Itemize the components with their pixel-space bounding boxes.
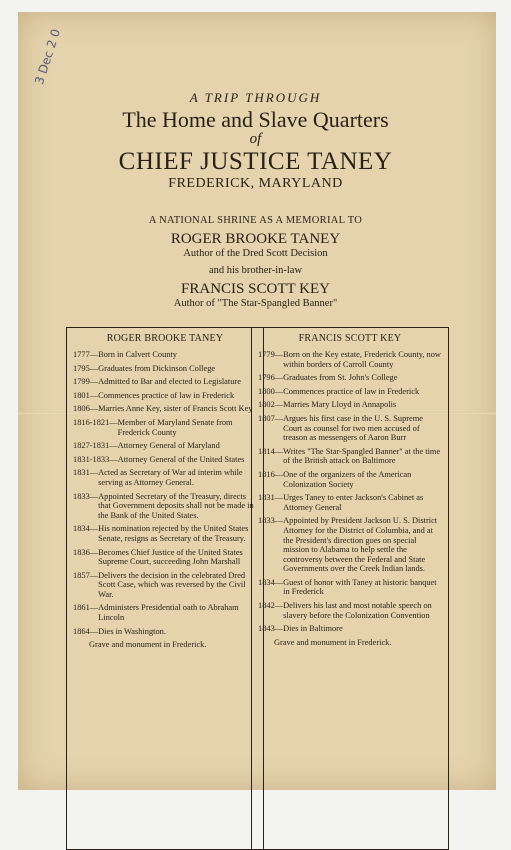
- entry-year: 1816-1821—: [73, 417, 118, 427]
- timeline-entry: [73, 391, 257, 401]
- timeline-entry: [73, 404, 257, 414]
- entry-text: Marries Mary Lloyd in Annapolis: [283, 400, 397, 410]
- entry-text: Marries Anne Key, sister of Francis Scott Key: [98, 404, 253, 414]
- timeline-entry: [258, 350, 442, 369]
- timeline-entry: [73, 627, 257, 637]
- timeline-entry: [258, 470, 442, 489]
- taney-timeline: [73, 350, 257, 636]
- entry-text: Attorney General of Maryland: [117, 441, 220, 451]
- entry-text: Appointed Secretary of the Treasury, directs that Government deposits shall not be made in the Bank of the United States.: [98, 491, 254, 520]
- key-timeline-box: [251, 327, 449, 850]
- entry-year: 1802—: [258, 400, 284, 410]
- entry-text: Writes "The Star-Spangled Banner" at the time of the British attack on Baltimore: [283, 446, 441, 466]
- entry-year: 1799—: [73, 377, 99, 387]
- entry-text: Appointed by President Jackson U. S. District Attorney for the District of Columbia, and at the President's direction goes on special mission to Alabama to help settle the controversy between the Federal and State Governments over the Creek Indian lands.: [283, 516, 438, 574]
- timeline-entry: [73, 350, 257, 360]
- main-title: CHIEF JUSTICE TANEY: [118, 148, 393, 175]
- entry-year: 1834—: [258, 577, 284, 587]
- timeline-entry: [258, 493, 442, 512]
- timeline-entry: [73, 524, 257, 543]
- entry-year: 1831—: [258, 493, 284, 503]
- entry-year: 1795—: [73, 363, 99, 373]
- entry-year: 1827-1831—: [73, 441, 118, 451]
- title-line-1: A TRIP THROUGH: [189, 90, 322, 105]
- entry-year: 1857—: [73, 570, 99, 580]
- entry-text: Commences practice of law in Frederick: [98, 390, 235, 400]
- entry-year: 1831-1833—: [73, 454, 118, 464]
- entry-text: Graduates from St. John's College: [283, 373, 398, 383]
- entry-year: 1843—: [258, 624, 284, 634]
- name-key: FRANCIS SCOTT KEY: [181, 281, 330, 297]
- timeline-entry: [258, 624, 442, 634]
- location: FREDERICK, MARYLAND: [168, 176, 343, 191]
- timeline-entry: [258, 414, 442, 443]
- timeline-entry: [73, 571, 257, 600]
- entry-text: Becomes Chief Justice of the United States Supreme Court, succeeding John Marshall: [98, 547, 243, 567]
- connector-line: and his brother-in-law: [208, 265, 303, 276]
- entry-text: One of the organizers of the American Colonization Society: [283, 469, 412, 489]
- entry-year: 1861—: [73, 603, 99, 613]
- entry-text: Dies in Washington.: [98, 626, 166, 636]
- taney-subtitle: Author of the Dred Scott Decision: [183, 248, 328, 259]
- entry-year: 1800—: [258, 386, 284, 396]
- timeline-entry: [73, 364, 257, 374]
- entry-year: 1834—: [73, 524, 99, 534]
- entry-year: 1814—: [258, 446, 284, 456]
- entry-text: Member of Maryland Senate from Frederick County: [117, 417, 233, 437]
- taney-closing: Grave and monument in Frederick.: [89, 640, 207, 650]
- entry-text: Commences practice of law in Frederick: [283, 386, 420, 396]
- timeline-entry: [258, 578, 442, 597]
- key-closing: Grave and monument in Frederick.: [274, 637, 392, 647]
- timeline-entry: [73, 418, 257, 437]
- timeline-entry: [258, 516, 442, 574]
- entry-year: 1836—: [73, 547, 99, 557]
- timeline-entry: [73, 377, 257, 387]
- entry-text: Guest of honor with Taney at historic banquet in Frederick: [283, 577, 437, 597]
- entry-year: 1779—: [258, 350, 284, 359]
- entry-year: 1833—: [258, 516, 284, 526]
- entry-text: Delivers the decision in the celebrated Dred Scott Case, which was reversed by the Civil War.: [98, 570, 246, 599]
- memorial-line: A NATIONAL SHRINE AS A MEMORIAL TO: [148, 215, 363, 226]
- entry-text: Attorney General of the United States: [117, 454, 245, 464]
- entry-text: Delivers his last and most notable speech on slavery before the Colonization Convention: [283, 601, 432, 620]
- entry-year: 1777—: [73, 350, 99, 359]
- entry-text: His nomination rejected by the United States Senate, resigns as Secretary of the Treasury.: [98, 524, 249, 543]
- timeline-entry: [258, 400, 442, 410]
- timeline-entry: [258, 387, 442, 397]
- timeline-entry: [258, 373, 442, 383]
- entry-text: Born in Calvert County: [98, 350, 177, 359]
- timeline-entry: [73, 468, 257, 487]
- entry-year: 1831—: [73, 468, 99, 478]
- taney-column-title: ROGER BROOKE TANEY: [106, 333, 224, 344]
- title-block: [0, 90, 511, 309]
- entry-text: Argues his first case in the U. S. Supreme Court as counsel for two men accused of treason as messengers of Aaron Burr: [283, 413, 423, 443]
- entry-year: 1796—: [258, 373, 284, 383]
- timeline-entry: [73, 455, 257, 465]
- title-line-3: of: [249, 131, 262, 147]
- key-column-title: FRANCIS SCOTT KEY: [298, 333, 402, 344]
- key-subtitle: Author of "The Star-Spangled Banner": [173, 298, 338, 309]
- timeline-entry: [258, 601, 442, 620]
- entry-text: Born on the Key estate, Frederick County, now within borders of Carroll County: [283, 350, 441, 369]
- entry-text: Acted as Secretary of War ad interim while serving as Attorney General.: [98, 468, 243, 487]
- name-taney: ROGER BROOKE TANEY: [170, 231, 341, 247]
- entry-text: Urges Taney to enter Jackson's Cabinet as Attorney General: [283, 493, 424, 512]
- entry-year: 1806—: [73, 404, 99, 414]
- timeline-entry: [73, 492, 257, 521]
- entry-text: Admitted to Bar and elected to Legislature: [98, 377, 241, 387]
- timeline-entry: [73, 548, 257, 567]
- timeline-entry: [73, 441, 257, 451]
- entry-text: Graduates from Dickinson College: [98, 363, 216, 373]
- title-line-2: The Home and Slave Quarters: [122, 107, 389, 132]
- taney-timeline-box: [66, 327, 264, 850]
- entry-text: Dies in Baltimore: [283, 624, 343, 634]
- entry-year: 1807—: [258, 413, 284, 423]
- timeline-entry: [258, 447, 442, 466]
- entry-year: 1816—: [258, 469, 284, 479]
- handwritten-note: 3 Dec 2 0: [32, 27, 64, 87]
- entry-year: 1801—: [73, 390, 99, 400]
- entry-year: 1833—: [73, 491, 99, 501]
- timeline-entry: [73, 603, 257, 622]
- entry-year: 1842—: [258, 601, 284, 611]
- entry-text: Administers Presidential oath to Abraham Lincoln: [98, 603, 239, 623]
- entry-year: 1864—: [73, 626, 99, 636]
- key-timeline: [258, 350, 442, 634]
